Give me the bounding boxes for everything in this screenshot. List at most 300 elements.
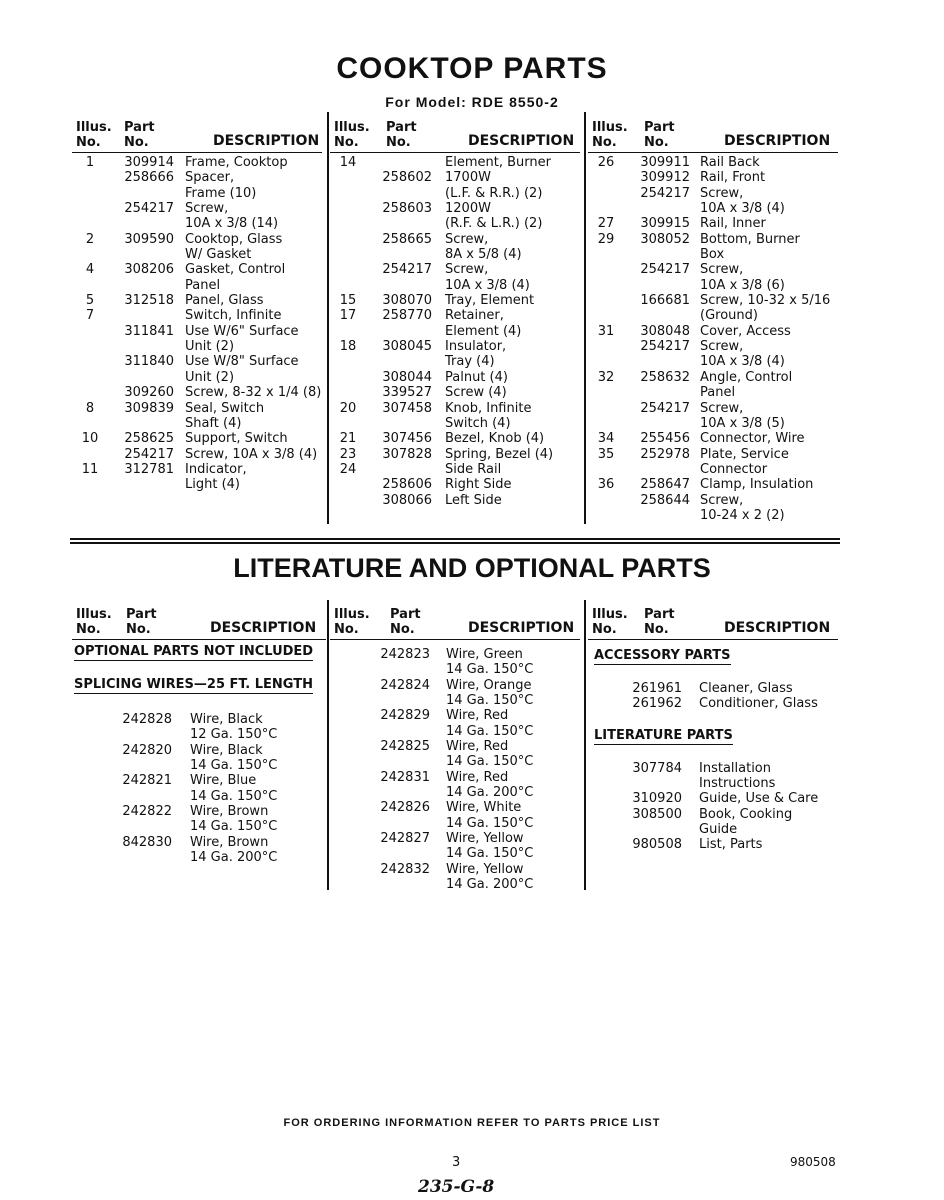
description-header: DESCRIPTION: [468, 620, 575, 636]
part-description: Rail, Front: [700, 170, 766, 186]
table-row: [588, 370, 838, 385]
illus-number: 29: [597, 231, 615, 247]
illus-number: 18: [339, 339, 357, 355]
part-number: 254217: [382, 262, 432, 278]
part-description: 14 Ga. 150°C: [446, 846, 534, 862]
part-description: Screw,: [185, 201, 229, 217]
part-number: 254217: [640, 262, 690, 278]
part-description: Panel: [185, 277, 221, 293]
part-description: Bezel, Knob (4): [445, 431, 545, 447]
part-description: Panel: [700, 385, 736, 401]
part-number: 308048: [640, 323, 690, 339]
splicing-rows-2: [330, 647, 580, 893]
cooktop-column-1: [72, 118, 322, 493]
part-description: Installation: [699, 760, 772, 776]
column-header: [72, 605, 326, 640]
table-row: [330, 477, 580, 492]
table-row: [330, 278, 580, 293]
page-title: COOKTOP PARTS: [336, 52, 608, 85]
illus-number: 21: [339, 431, 357, 447]
optional-parts-heading: OPTIONAL PARTS NOT INCLUDED: [74, 644, 314, 659]
list-item: [72, 773, 326, 788]
part-number: 255456: [640, 431, 690, 447]
part-description: 10A x 3/8 (6): [700, 277, 785, 293]
part-description: Book, Cooking: [699, 806, 793, 822]
part-description: 10A x 3/8 (4): [700, 201, 785, 217]
list-item: [330, 724, 580, 739]
part-description: Tray, Element: [445, 293, 535, 309]
part-description: Screw,: [700, 262, 744, 278]
table-row: [588, 186, 838, 201]
part-number: 258606: [382, 477, 432, 493]
column-divider: [327, 600, 329, 890]
table-row: [330, 262, 580, 277]
table-row: [588, 431, 838, 446]
column-divider: [327, 112, 329, 524]
table-row: [72, 232, 322, 247]
table-row: [330, 354, 580, 369]
part-description: 14 Ga. 150°C: [446, 815, 534, 831]
description-header: DESCRIPTION: [213, 133, 320, 149]
illus-number: 26: [597, 155, 615, 170]
table-row: [588, 170, 838, 185]
part-number: 254217: [640, 339, 690, 355]
list-item: [72, 712, 326, 727]
part-description: 14 Ga. 150°C: [446, 723, 534, 739]
part-description: Screw,: [700, 185, 744, 201]
part-number: 261962: [632, 696, 682, 712]
part-number: 309914: [124, 155, 174, 170]
part-description: 10A x 3/8 (5): [700, 415, 785, 431]
table-row: [588, 247, 838, 262]
table-row: [72, 170, 322, 185]
part-description: 1700W: [445, 170, 491, 186]
list-item: [588, 761, 838, 776]
list-item: [72, 835, 326, 850]
table-row: [330, 385, 580, 400]
part-number: 308045: [382, 339, 432, 355]
table-row: [588, 278, 838, 293]
page-number: 3: [452, 1155, 461, 1170]
list-item: [330, 816, 580, 831]
literature-column-1: [72, 605, 326, 865]
illus-number: 31: [597, 323, 615, 339]
part-description: 14 Ga. 150°C: [446, 754, 534, 770]
part-description: Cleaner, Glass: [699, 681, 793, 696]
model-line: For Model: RDE 8550-2: [385, 94, 559, 110]
part-description: Wire, Red: [446, 739, 509, 755]
part-description: 14 Ga. 150°C: [190, 819, 278, 835]
part-number: 254217: [124, 201, 174, 217]
part-description: Wire, Yellow: [446, 831, 524, 847]
list-item: [330, 831, 580, 846]
part-description: Screw,: [700, 492, 744, 508]
table-row: [330, 186, 580, 201]
part-description: Plate, Service: [700, 446, 789, 462]
table-row: [330, 431, 580, 446]
list-item: [330, 770, 580, 785]
part-number: 242831: [380, 769, 430, 785]
part-description: 10-24 x 2 (2): [700, 507, 785, 523]
part-number: 307458: [382, 400, 432, 416]
part-description: Screw (4): [445, 385, 507, 401]
list-item: [72, 727, 326, 742]
part-number: 254217: [124, 446, 174, 462]
part-description: (L.F. & R.R.) (2): [445, 185, 543, 201]
description-header: DESCRIPTION: [468, 133, 575, 149]
accessory-rows: [588, 681, 838, 712]
literature-column-2: [330, 605, 580, 893]
list-item: [330, 647, 580, 662]
illus-header: Illus. No.: [592, 120, 628, 150]
table-row: [72, 324, 322, 339]
part-number: 309839: [124, 400, 174, 416]
splicing-wires-heading: SPLICING WIRES—25 FT. LENGTH: [74, 677, 313, 692]
part-description: Connector, Wire: [700, 431, 805, 447]
part-description: Knob, Infinite: [445, 400, 532, 416]
list-item: [588, 791, 838, 806]
part-number: 258603: [382, 201, 432, 217]
part-description: 14 Ga. 200°C: [190, 850, 278, 866]
part-number: 308052: [640, 231, 690, 247]
column-header: [588, 118, 838, 153]
table-row: [72, 477, 322, 492]
list-item: [330, 862, 580, 877]
part-description: Gasket, Control: [185, 262, 286, 278]
table-row: [330, 339, 580, 354]
table-row: [72, 354, 322, 369]
part-description: 14 Ga. 200°C: [446, 877, 534, 893]
table-row: [72, 462, 322, 477]
part-number: 311840: [124, 354, 174, 370]
literature-parts-heading: LITERATURE PARTS: [594, 727, 733, 743]
part-description: Screw,: [700, 400, 744, 416]
table-row: [330, 416, 580, 431]
table-row: [330, 324, 580, 339]
illus-header: Illus. No.: [592, 607, 628, 637]
table-row: [588, 401, 838, 416]
illus-number: 10: [81, 431, 99, 447]
part-header: Part No.: [644, 607, 675, 637]
part-description: Cover, Access: [700, 323, 791, 339]
illus-number: 24: [339, 461, 357, 477]
part-description: Indicator,: [185, 461, 247, 477]
part-description: Shaft (4): [185, 415, 242, 431]
literature-title: LITERATURE AND OPTIONAL PARTS: [233, 553, 711, 583]
table-row: [588, 385, 838, 400]
part-description: Wire, Yellow: [446, 861, 524, 877]
part-description: Screw, 10A x 3/8 (4): [185, 446, 318, 462]
part-description: (Ground): [700, 308, 758, 324]
part-header: Part No.: [390, 607, 421, 637]
table-row: [330, 293, 580, 308]
table-row: [588, 354, 838, 369]
table-row: [330, 401, 580, 416]
illus-number: 8: [85, 400, 95, 416]
part-description: Spring, Bezel (4): [445, 446, 554, 462]
part-number: 258770: [382, 308, 432, 324]
section-separator: [70, 538, 840, 540]
part-description: Element, Burner: [445, 155, 551, 170]
part-description: Palnut (4): [445, 369, 508, 385]
column-header: [588, 605, 838, 640]
list-item: [72, 758, 326, 773]
part-number: 258665: [382, 231, 432, 247]
part-description: Screw,: [445, 262, 489, 278]
part-description: Unit (2): [185, 369, 235, 385]
part-number: 166681: [640, 293, 690, 309]
part-description: Left Side: [445, 492, 502, 508]
part-description: 14 Ga. 150°C: [190, 788, 278, 804]
part-number: 310920: [632, 791, 682, 807]
list-item: [588, 696, 838, 711]
part-number: 309590: [124, 231, 174, 247]
splicing-rows-1: [72, 712, 326, 865]
part-description: Use W/8" Surface: [185, 354, 299, 370]
part-description: Screw, 8-32 x 1/4 (8): [185, 385, 322, 401]
part-description: Frame (10): [185, 185, 257, 201]
handwritten-note: 235-G-8: [418, 1177, 495, 1197]
illus-number: 36: [597, 477, 615, 493]
description-header: DESCRIPTION: [210, 620, 317, 636]
part-number: 242827: [380, 831, 430, 847]
table-row: [72, 247, 322, 262]
table-row: [330, 170, 580, 185]
part-number: 258666: [124, 170, 174, 186]
table-row: [330, 201, 580, 216]
table-row: [72, 416, 322, 431]
part-description: Wire, Orange: [446, 677, 532, 693]
part-number: 311841: [124, 323, 174, 339]
part-description: Retainer,: [445, 308, 504, 324]
table-row: [588, 477, 838, 492]
table-row: [588, 201, 838, 216]
part-description: 8A x 5/8 (4): [445, 247, 522, 263]
part-number: 242825: [380, 739, 430, 755]
part-number: 980508: [632, 837, 682, 853]
illus-number: 2: [85, 231, 95, 247]
part-number: 258625: [124, 431, 174, 447]
description-header: DESCRIPTION: [724, 620, 831, 636]
part-number: 242832: [380, 861, 430, 877]
list-item: [72, 789, 326, 804]
list-item: [72, 850, 326, 865]
table-row: [72, 155, 322, 170]
illus-header: Illus. No.: [76, 120, 112, 150]
part-number: 242826: [380, 800, 430, 816]
part-description: Wire, Black: [190, 742, 263, 758]
part-number: 312781: [124, 461, 174, 477]
part-number: 252978: [640, 446, 690, 462]
part-header: Part No.: [644, 120, 675, 150]
part-description: 14 Ga. 150°C: [446, 693, 534, 709]
table-row: [330, 232, 580, 247]
part-description: Panel, Glass: [185, 293, 264, 309]
illus-header: Illus. No.: [76, 607, 112, 637]
part-number: 242824: [380, 677, 430, 693]
illus-number: 32: [597, 369, 615, 385]
part-description: Seal, Switch: [185, 400, 265, 416]
part-description: Right Side: [445, 477, 512, 493]
document-number: 980508: [790, 1155, 836, 1169]
illus-number: 34: [597, 431, 615, 447]
table-row: [588, 416, 838, 431]
column-header: [72, 118, 322, 153]
table-row: [588, 216, 838, 231]
illus-header: Illus. No.: [334, 607, 370, 637]
part-description: 10A x 3/8 (14): [185, 216, 279, 232]
part-number: 258647: [640, 477, 690, 493]
table-row: [72, 201, 322, 216]
part-description: 10A x 3/8 (4): [700, 354, 785, 370]
part-description: Side Rail: [445, 461, 502, 477]
part-description: Frame, Cooktop: [185, 155, 288, 170]
list-item: [330, 785, 580, 800]
part-description: Element (4): [445, 323, 522, 339]
table-row: [588, 324, 838, 339]
list-item: [330, 739, 580, 754]
table-row: [72, 278, 322, 293]
table-row: [588, 447, 838, 462]
table-row: [72, 447, 322, 462]
part-description: Insulator,: [445, 339, 507, 355]
part-description: 12 Ga. 150°C: [190, 727, 278, 743]
part-number: 307456: [382, 431, 432, 447]
part-number: 242820: [122, 742, 172, 758]
list-item: [330, 678, 580, 693]
table-row: [330, 155, 580, 170]
table-row: [588, 262, 838, 277]
part-number: 242829: [380, 708, 430, 724]
table-row: [72, 293, 322, 308]
part-description: Rail Back: [700, 155, 760, 170]
table-row: [72, 370, 322, 385]
part-number: 307828: [382, 446, 432, 462]
part-description: Wire, Red: [446, 708, 509, 724]
list-item: [72, 819, 326, 834]
part-description: Wire, Blue: [190, 773, 257, 789]
list-item: [588, 837, 838, 852]
part-description: 14 Ga. 150°C: [446, 662, 534, 678]
part-description: W/ Gasket: [185, 247, 252, 263]
illus-number: 15: [339, 293, 357, 309]
part-description: 14 Ga. 200°C: [446, 785, 534, 801]
illus-number: 17: [339, 308, 357, 324]
part-description: Clamp, Insulation: [700, 477, 814, 493]
literature-column-3: [588, 605, 838, 853]
table-row: [588, 155, 838, 170]
column-divider: [584, 112, 586, 524]
part-description: Bottom, Burner: [700, 231, 800, 247]
illus-number: 5: [85, 293, 95, 309]
table-row: [588, 293, 838, 308]
illus-number: 20: [339, 400, 357, 416]
part-header: Part No.: [386, 120, 417, 150]
table-row: [588, 232, 838, 247]
illus-number: 7: [85, 308, 95, 324]
part-number: 842830: [122, 834, 172, 850]
table-row: [588, 493, 838, 508]
list-item: [588, 776, 838, 791]
part-number: 309260: [124, 385, 174, 401]
part-description: Conditioner, Glass: [699, 696, 818, 712]
part-description: Unit (2): [185, 339, 235, 355]
part-description: Guide: [699, 822, 738, 838]
part-description: Cooktop, Glass: [185, 231, 283, 247]
part-number: 258632: [640, 369, 690, 385]
table-row: [72, 308, 322, 323]
part-number: 254217: [640, 400, 690, 416]
table-row: [588, 339, 838, 354]
part-number: 309915: [640, 216, 690, 232]
list-item: [588, 822, 838, 837]
part-number: 242828: [122, 712, 172, 727]
cooktop-rows-1: [72, 155, 322, 493]
table-row: [72, 186, 322, 201]
table-row: [330, 462, 580, 477]
list-item: [330, 754, 580, 769]
part-description: 14 Ga. 150°C: [190, 758, 278, 774]
part-number: 258644: [640, 492, 690, 508]
part-description: Wire, Brown: [190, 804, 269, 820]
column-header: [330, 605, 580, 640]
part-number: 242822: [122, 804, 172, 820]
part-description: Rail, Inner: [700, 216, 766, 232]
table-row: [72, 262, 322, 277]
illus-number: 14: [339, 155, 357, 170]
list-item: [72, 804, 326, 819]
part-number: 307784: [632, 760, 682, 776]
cooktop-rows-3: [588, 155, 838, 523]
part-number: 242821: [122, 773, 172, 789]
part-number: 254217: [640, 185, 690, 201]
part-number: 339527: [382, 385, 432, 401]
table-row: [588, 308, 838, 323]
list-item: [588, 807, 838, 822]
description-header: DESCRIPTION: [724, 133, 831, 149]
table-row: [588, 508, 838, 523]
table-row: [330, 493, 580, 508]
list-item: [330, 877, 580, 892]
list-item: [330, 708, 580, 723]
part-number: 242823: [380, 647, 430, 662]
illus-header: Illus. No.: [334, 120, 370, 150]
part-description: Switch (4): [445, 415, 511, 431]
part-description: Tray (4): [445, 354, 495, 370]
list-item: [72, 743, 326, 758]
part-description: Switch, Infinite: [185, 308, 282, 324]
part-number: 308070: [382, 293, 432, 309]
cooktop-column-3: [588, 118, 838, 523]
literature-rows: [588, 761, 838, 853]
part-description: Use W/6" Surface: [185, 323, 299, 339]
table-row: [330, 308, 580, 323]
table-row: [72, 431, 322, 446]
table-row: [330, 370, 580, 385]
part-description: Wire, Green: [446, 647, 523, 662]
table-row: [72, 401, 322, 416]
list-item: [330, 800, 580, 815]
cooktop-rows-2: [330, 155, 580, 508]
table-row: [330, 447, 580, 462]
cooktop-column-2: [330, 118, 580, 508]
list-item: [330, 693, 580, 708]
part-description: Wire, Red: [446, 769, 509, 785]
part-number: 312518: [124, 293, 174, 309]
part-description: Support, Switch: [185, 431, 288, 447]
table-row: [72, 216, 322, 231]
part-header: Part No.: [126, 607, 157, 637]
